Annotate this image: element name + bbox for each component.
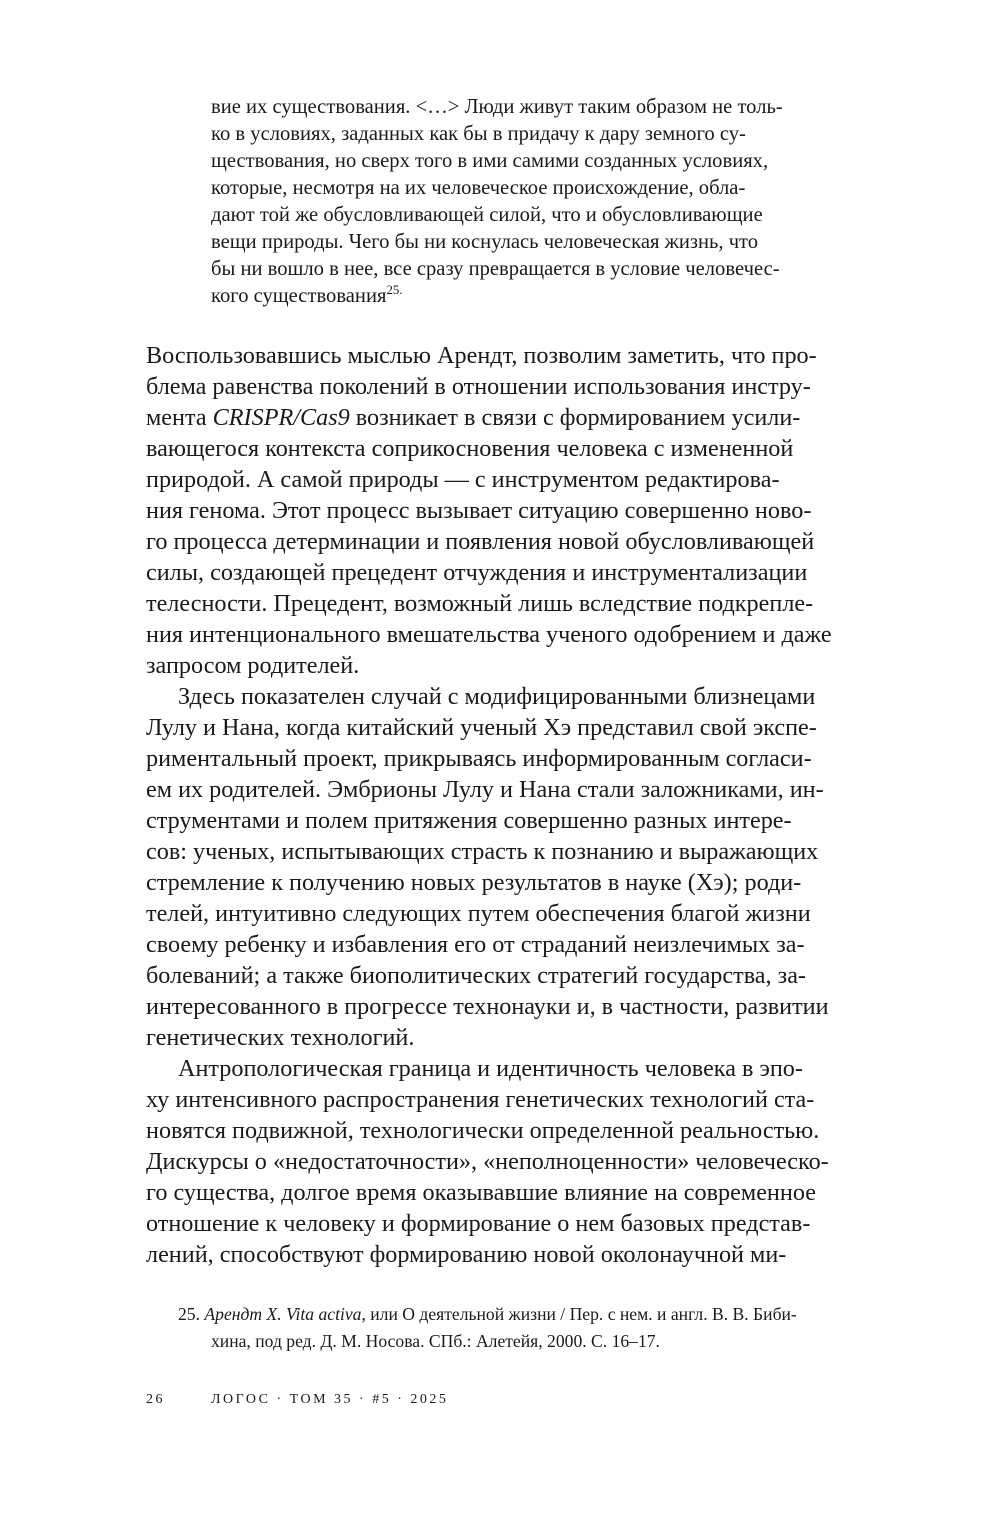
body-line: Воспользовавшись мыслью Арендт, позволим заметить, что про- — [146, 342, 817, 369]
quote-line-text: кого существования — [211, 285, 387, 307]
body-line: блема равенства поколений в отношении использования инстру- — [146, 373, 811, 400]
body-line: новятся подвижной, технологически определенной реальностью. — [146, 1117, 820, 1144]
body-line: го процесса детерминации и появления новой обусловливающей — [146, 528, 815, 555]
quote-line — [211, 285, 402, 308]
body-line: генетических технологий. — [146, 1024, 415, 1051]
body-line: болеваний; а также биополитических стратегий государства, за- — [146, 962, 806, 989]
quote-line: которые, несмотря на их человеческое происхождение, обла- — [211, 177, 746, 199]
body-line — [146, 404, 800, 432]
quote-line: ко в условиях, заданных как бы в придачу к дару земного су- — [211, 123, 746, 145]
body-line: ем их родителей. Эмбрионы Лулу и Нана стали заложниками, ин- — [146, 776, 824, 803]
footnote-line — [178, 1304, 797, 1325]
body-line: телей, интуитивно следующих путем обеспечения благой жизни — [146, 900, 811, 927]
body-line: отношение к человеку и формирование о нем базовых представ- — [146, 1210, 811, 1237]
footnote-text: , или О деятельной жизни / Пер. с нем. и англ. В. В. Биби- — [361, 1304, 797, 1324]
body-line: лений, способствуют формированию новой околонаучной ми- — [146, 1241, 787, 1268]
body-line: Здесь показателен случай с модифицированными близнецами — [178, 683, 816, 710]
body-line: сов: ученых, испытывающих страсть к познанию и выражающих — [146, 838, 819, 865]
body-line: телесности. Прецедент, возможный лишь вследствие подкрепле- — [146, 590, 814, 617]
quote-line: дают той же обусловливающей силой, что и обусловливающие — [211, 204, 763, 226]
body-line: риментальный проект, прикрываясь информированным согласи- — [146, 745, 812, 772]
quote-line: ществования, но сверх того в ими самими созданных условиях, — [211, 150, 769, 172]
footnote-author: Арендт Х. — [204, 1304, 282, 1324]
page-number: 26 — [146, 1392, 165, 1407]
body-line: вающегося контекста соприкосновения человека с измененной — [146, 435, 794, 462]
body-line: струментами и полем притяжения совершенно разных интере- — [146, 807, 792, 834]
footnote-reference: 25. — [386, 283, 403, 298]
body-line: своему ребенку и избавления его от страданий неизлечимых за- — [146, 931, 805, 958]
body-line: интересованного в прогрессе технонауки и, в частности, развитии — [146, 993, 829, 1020]
body-line: ху интенсивного распространения генетических технологий ста- — [146, 1086, 815, 1113]
quote-line: бы ни вошло в нее, все сразу превращается в условие человечес- — [211, 258, 780, 280]
quote-line: вещи природы. Чего бы ни коснулась человеческая жизнь, что — [211, 231, 759, 253]
crispr-term: CRISPR/Cas9 — [212, 404, 350, 431]
body-line: Дискурсы о «недостаточности», «неполноценности» человеческо- — [146, 1148, 829, 1175]
body-line: ния интенционального вмешательства ученого одобрением и даже — [146, 621, 832, 648]
body-line: природой. А самой природы — с инструментом редактирова- — [146, 466, 780, 493]
running-head: ЛОГОС · ТОМ 35 · #5 · 2025 — [211, 1392, 449, 1407]
body-line: Лулу и Нана, когда китайский ученый Хэ представил свой экспе- — [146, 714, 817, 741]
footnote-title: Vita activa — [286, 1304, 362, 1324]
body-line: силы, создающей прецедент отчуждения и инструментализации — [146, 559, 808, 586]
body-line: стремление к получению новых результатов в науке (Хэ); роди- — [146, 869, 802, 896]
body-line: го существа, долгое время оказывавшие влияние на современное — [146, 1179, 816, 1206]
body-line: Антропологическая граница и идентичность человека в эпо- — [178, 1055, 803, 1082]
footnote-number: 25. — [178, 1304, 200, 1324]
body-line: запросом родителей. — [146, 652, 360, 679]
body-text-span: возникает в связи с формированием усили- — [349, 404, 801, 431]
body-line: ния генома. Этот процесс вызывает ситуацию совершенно ново- — [146, 497, 812, 524]
footnote-line: хина, под ред. Д. М. Носова. СПб.: Алетейя, 2000. С. 16–17. — [211, 1331, 660, 1351]
quote-line: вие их существования. <…> Люди живут таким образом не толь- — [211, 96, 783, 118]
body-text-span: мента — [146, 404, 213, 431]
